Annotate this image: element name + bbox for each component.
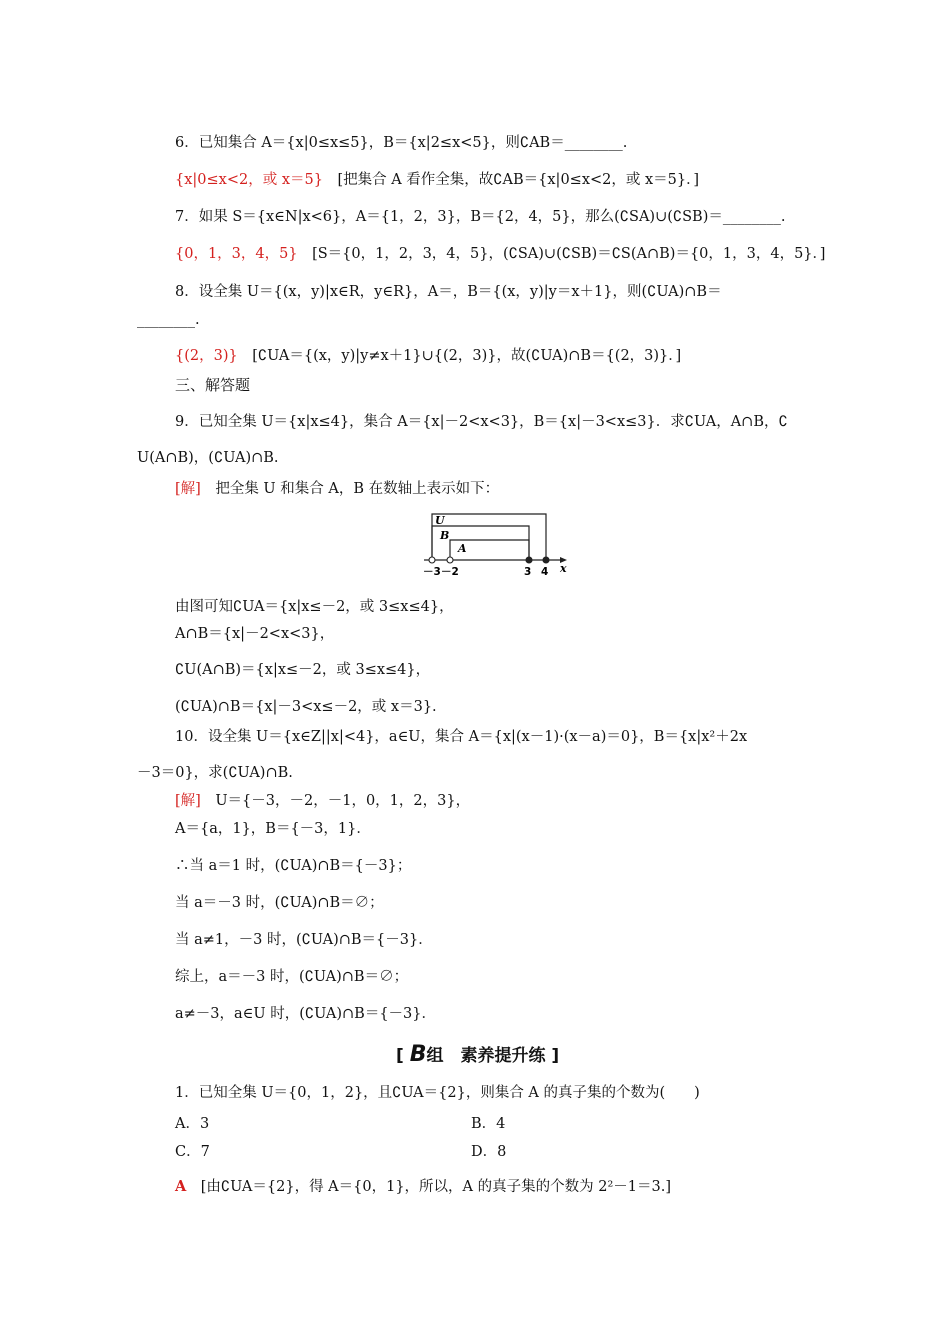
b1-answer: A [175,1178,187,1195]
q10-solution-start: U＝{－3，－2，－1，0，1，2，3}， [215,793,471,809]
point-minus-3 [429,557,435,563]
q7-explanation: [S＝{0，1，2，3，4，5}，(∁SA)∪(∁SB)＝∁S(A∩B)＝{0，1，3，4，5}．] [312,246,826,262]
q8-explanation: [∁UA＝{(x，y)|y≠x＋1}∪{(2，3)}，故(∁UA)∩B＝{(2，3)}．] [252,348,682,364]
tick-minus-2: －2 [441,566,459,578]
point-4 [543,557,549,563]
q10-step-5: 综上，a＝－3 时，(∁UA)∩B＝∅； [175,969,409,985]
tick-3: 3 [524,566,532,578]
label-a: A [458,542,467,555]
group-b-heading [396,1041,559,1067]
q10-step-1: A＝{a，1}，B＝{－3，1}． [175,821,371,837]
q6-question: 6．已知集合 A＝{x|0≤x≤5}，B＝{x|2≤x<5}，则∁AB＝________. [175,135,628,151]
q9-solution-intro-line [175,479,499,499]
label-x: x [560,562,567,575]
q9-step-3: ∁U(A∩B)＝{x|x≤－2，或 3≤x≤4}， [175,662,431,678]
group-b-bracket-open: [ [396,1046,404,1066]
q9-question-line1: 9．已知全集 U＝{x|x≤4}，集合 A＝{x|－2<x<3}，B＝{x|－3<x≤3}．求∁UA，A∩B，∁ [175,414,788,430]
q9-solution-intro: 把全集 U 和集合 A，B 在数轴上表示如下： [215,481,500,497]
q9-step-1: 由图可知∁UA＝{x|x≤－2，或 3≤x≤4}， [175,599,454,615]
point-3 [526,557,532,563]
q6-explanation: [把集合 A 看作全集，故∁AB＝{x|0≤x<2，或 x＝5}．] [337,172,700,188]
q8-question-line1: 8．设全集 U＝{(x，y)|x∈R，y∈R}，A＝，B＝{(x，y)|y＝x＋1}，则(∁UA)∩B＝ [175,284,722,300]
b1-option-a: A．3 [175,1116,210,1132]
b1-option-c: C．7 [175,1144,210,1160]
q6-answer-line [175,170,699,190]
b1-answer-line [175,1177,671,1197]
label-u: U [435,514,445,527]
b1-option-b: B．4 [471,1116,506,1132]
number-line-diagram [422,506,572,578]
q7-answer-line [175,244,825,264]
b1-question: 1．已知全集 U＝{0，1，2}，且∁UA＝{2}，则集合 A 的真子集的个数为( ) [175,1085,700,1101]
q9-step-2: A∩B＝{x|－2<x<3}， [175,626,335,642]
point-minus-2 [447,557,453,563]
q10-solution-line [175,791,470,811]
q10-question-line1: 10．设全集 U＝{x∈Z||x|<4}，a∈U，集合 A＝{x|(x－1)·(x－a)＝0}，B＝{x|x²＋2x [175,729,748,745]
q9-step-4: (∁UA)∩B＝{x|－3<x≤－2，或 x＝3}. [175,699,437,715]
b1-option-d: D．8 [471,1144,507,1160]
group-b-title: 组 素养提升练 [426,1046,546,1066]
label-b: B [440,529,450,542]
q7-question: 7．如果 S＝{x∈N|x<6}，A＝{1，2，3}，B＝{2，4，5}，那么(∁SA)∪(∁SB)＝________. [175,209,786,225]
q10-step-2: ∴当 a＝1 时，(∁UA)∩B＝{－3}； [175,858,412,874]
section-title: 三、解答题 [175,376,251,394]
q7-answer: {0，1，3，4，5} [175,246,298,262]
group-b-bracket-close: ] [551,1046,560,1066]
q8-answer-line [175,346,681,366]
q10-question-line2: －3＝0}，求(∁UA)∩B. [137,765,293,781]
group-b-letter: B [409,1042,427,1067]
q10-step-6: a≠－3，a∈U 时，(∁UA)∩B＝{－3}． [175,1006,436,1022]
q8-question-line2: ________. [137,312,200,328]
q9-question-line2: U(A∩B)，(∁UA)∩B. [137,450,279,466]
q10-solution-tag: [解] [175,793,201,809]
tick-4: 4 [541,566,549,578]
tick-minus-3: －3 [423,566,441,578]
q10-step-3: 当 a＝－3 时，(∁UA)∩B＝∅； [175,895,384,911]
q8-answer: {(2，3)} [175,348,238,364]
q10-step-4: 当 a≠1，－3 时，(∁UA)∩B＝{－3}． [175,932,433,948]
q6-answer: {x|0≤x<2，或 x＝5} [175,172,323,188]
b1-explanation: [由∁UA＝{2}，得 A＝{0，1}，所以，A 的真子集的个数为 2²－1＝3.] [200,1179,671,1195]
q9-solution-tag: [解] [175,481,201,497]
